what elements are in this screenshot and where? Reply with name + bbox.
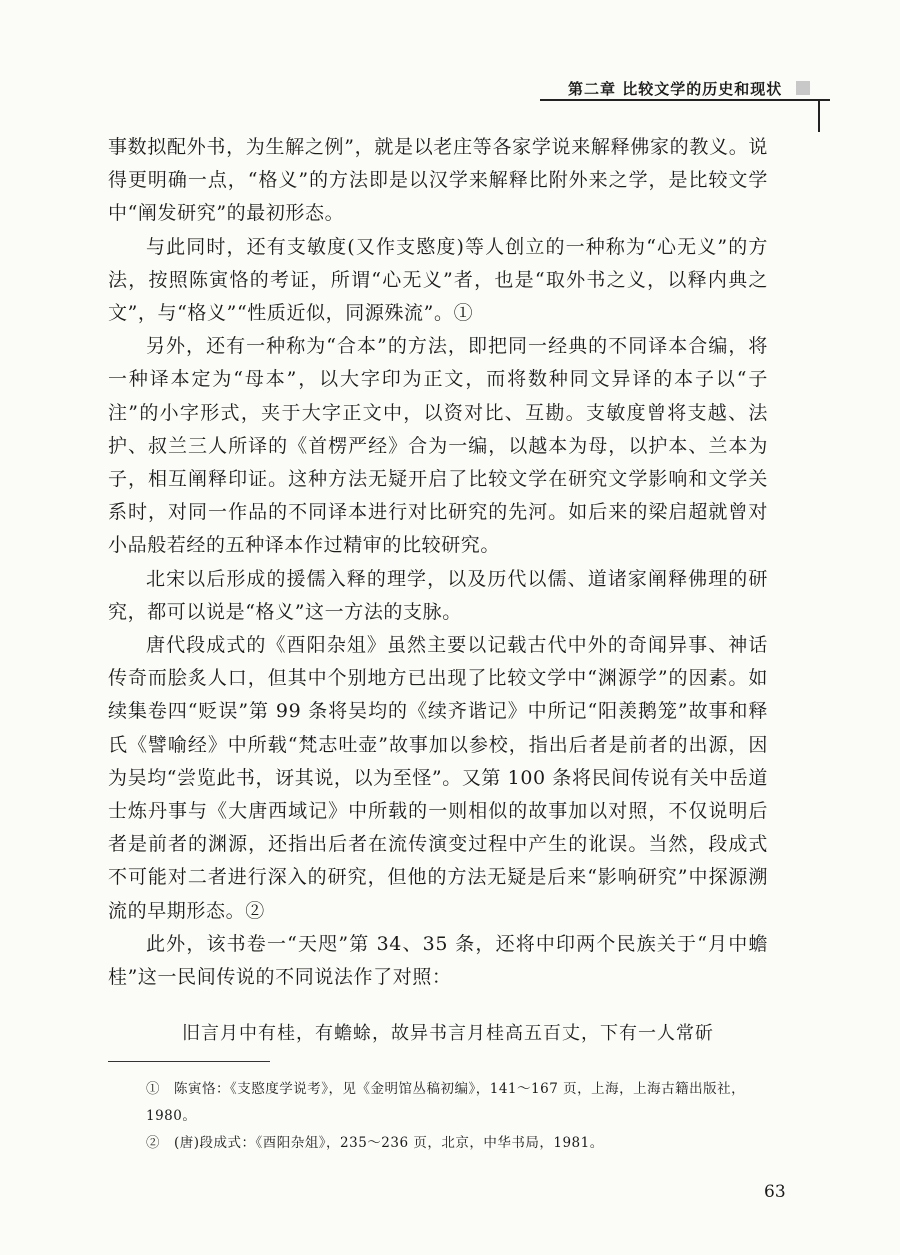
- header-vertical-rule: [818, 100, 820, 132]
- header-square-mark: [796, 81, 810, 95]
- paragraph: 另外，还有一种称为“合本”的方法，即把同一经典的不同译本合编，将一种译本定为“母本”，以大字印为正文，而将数种同文异译的本子以“子注”的小字形式，夹于大字正文中，以资对比、互勘。支敏度曾将支越、法护、叔兰三人所译的《首楞严经》合为一编，以越本为母，以护本、兰本为子，相互阐释印证。这种方法无疑开启了比较文学在研究文学影响和文学关系时，对同一作品的不同译本进行对比研究的先河。如后来的梁启超就曾对小品般若经的五种译本作过精审的比较研究。: [108, 335, 768, 557]
- footnote: ① 陈寅恪：《支愍度学说考》，见《金明馆丛稿初编》，141～167 页，上海，上海古籍出版社，1980。: [146, 1081, 746, 1124]
- running-header: [540, 78, 820, 100]
- footnote: ② (唐)段成式：《酉阳杂俎》，235～236 页，北京，中华书局，1981。: [146, 1135, 604, 1151]
- chapter-title: 第二章 比较文学的历史和现状: [568, 80, 783, 98]
- footnotes: [108, 1076, 768, 1157]
- paragraph: 北宋以后形成的援儒入释的理学，以及历代以儒、道诸家阐释佛理的研究，都可以说是“格义”这一方法的支脉。: [108, 567, 768, 623]
- body-text: [108, 131, 768, 994]
- header-rule: [540, 99, 830, 101]
- footnote-rule: [108, 1061, 270, 1062]
- paragraph: 此外，该书卷一“天咫”第 34、35 条，还将中印两个民族关于“月中蟾桂”这一民间传说的不同说法作了对照：: [108, 932, 768, 989]
- paragraph: 事数拟配外书，为生解之例”，就是以老庄等各家学说来解释佛家的教义。说得更明确一点，“格义”的方法即是以汉学来解释比附外来之学，是比较文学中“阐发研究”的最初形态。: [108, 136, 768, 225]
- page-number: 63: [764, 1182, 786, 1202]
- paragraph: 唐代段成式的《酉阳杂俎》虽然主要以记载古代中外的奇闻异事、神话传奇而脍炙人口，但其中个别地方已出现了比较文学中“渊源学”的因素。如续集卷四“贬误”第 99 条将吴均的《续齐谐记》中所记“阳羡鹅笼”故事和释氏《譬喻经》中所载“梵志吐壶”故事加以参校，指出后者是前者的出源，因为吴均“尝览此书，讶其说，以为至怪”。又第 100 条将民间传说有关中岳道士炼丹事与《大唐西域记》中所载的一则相似的故事加以对照，不仅说明后者是前者的渊源，还指出后者在流传演变过程中产生的讹误。当然，段成式不可能对二者进行深入的研究，但他的方法无疑是后来“影响研究”中探源溯流的早期形态。②: [108, 634, 768, 922]
- paragraph: 与此同时，还有支敏度(又作支愍度)等人创立的一种称为“心无义”的方法，按照陈寅恪的考证，所谓“心无义”者，也是“取外书之义，以释内典之文”，与“格义”“性质近似，同源殊流”。①: [108, 235, 768, 325]
- block-quote: 旧言月中有桂，有蟾蜍，故异书言月桂高五百丈，下有一人常斫: [182, 1023, 714, 1044]
